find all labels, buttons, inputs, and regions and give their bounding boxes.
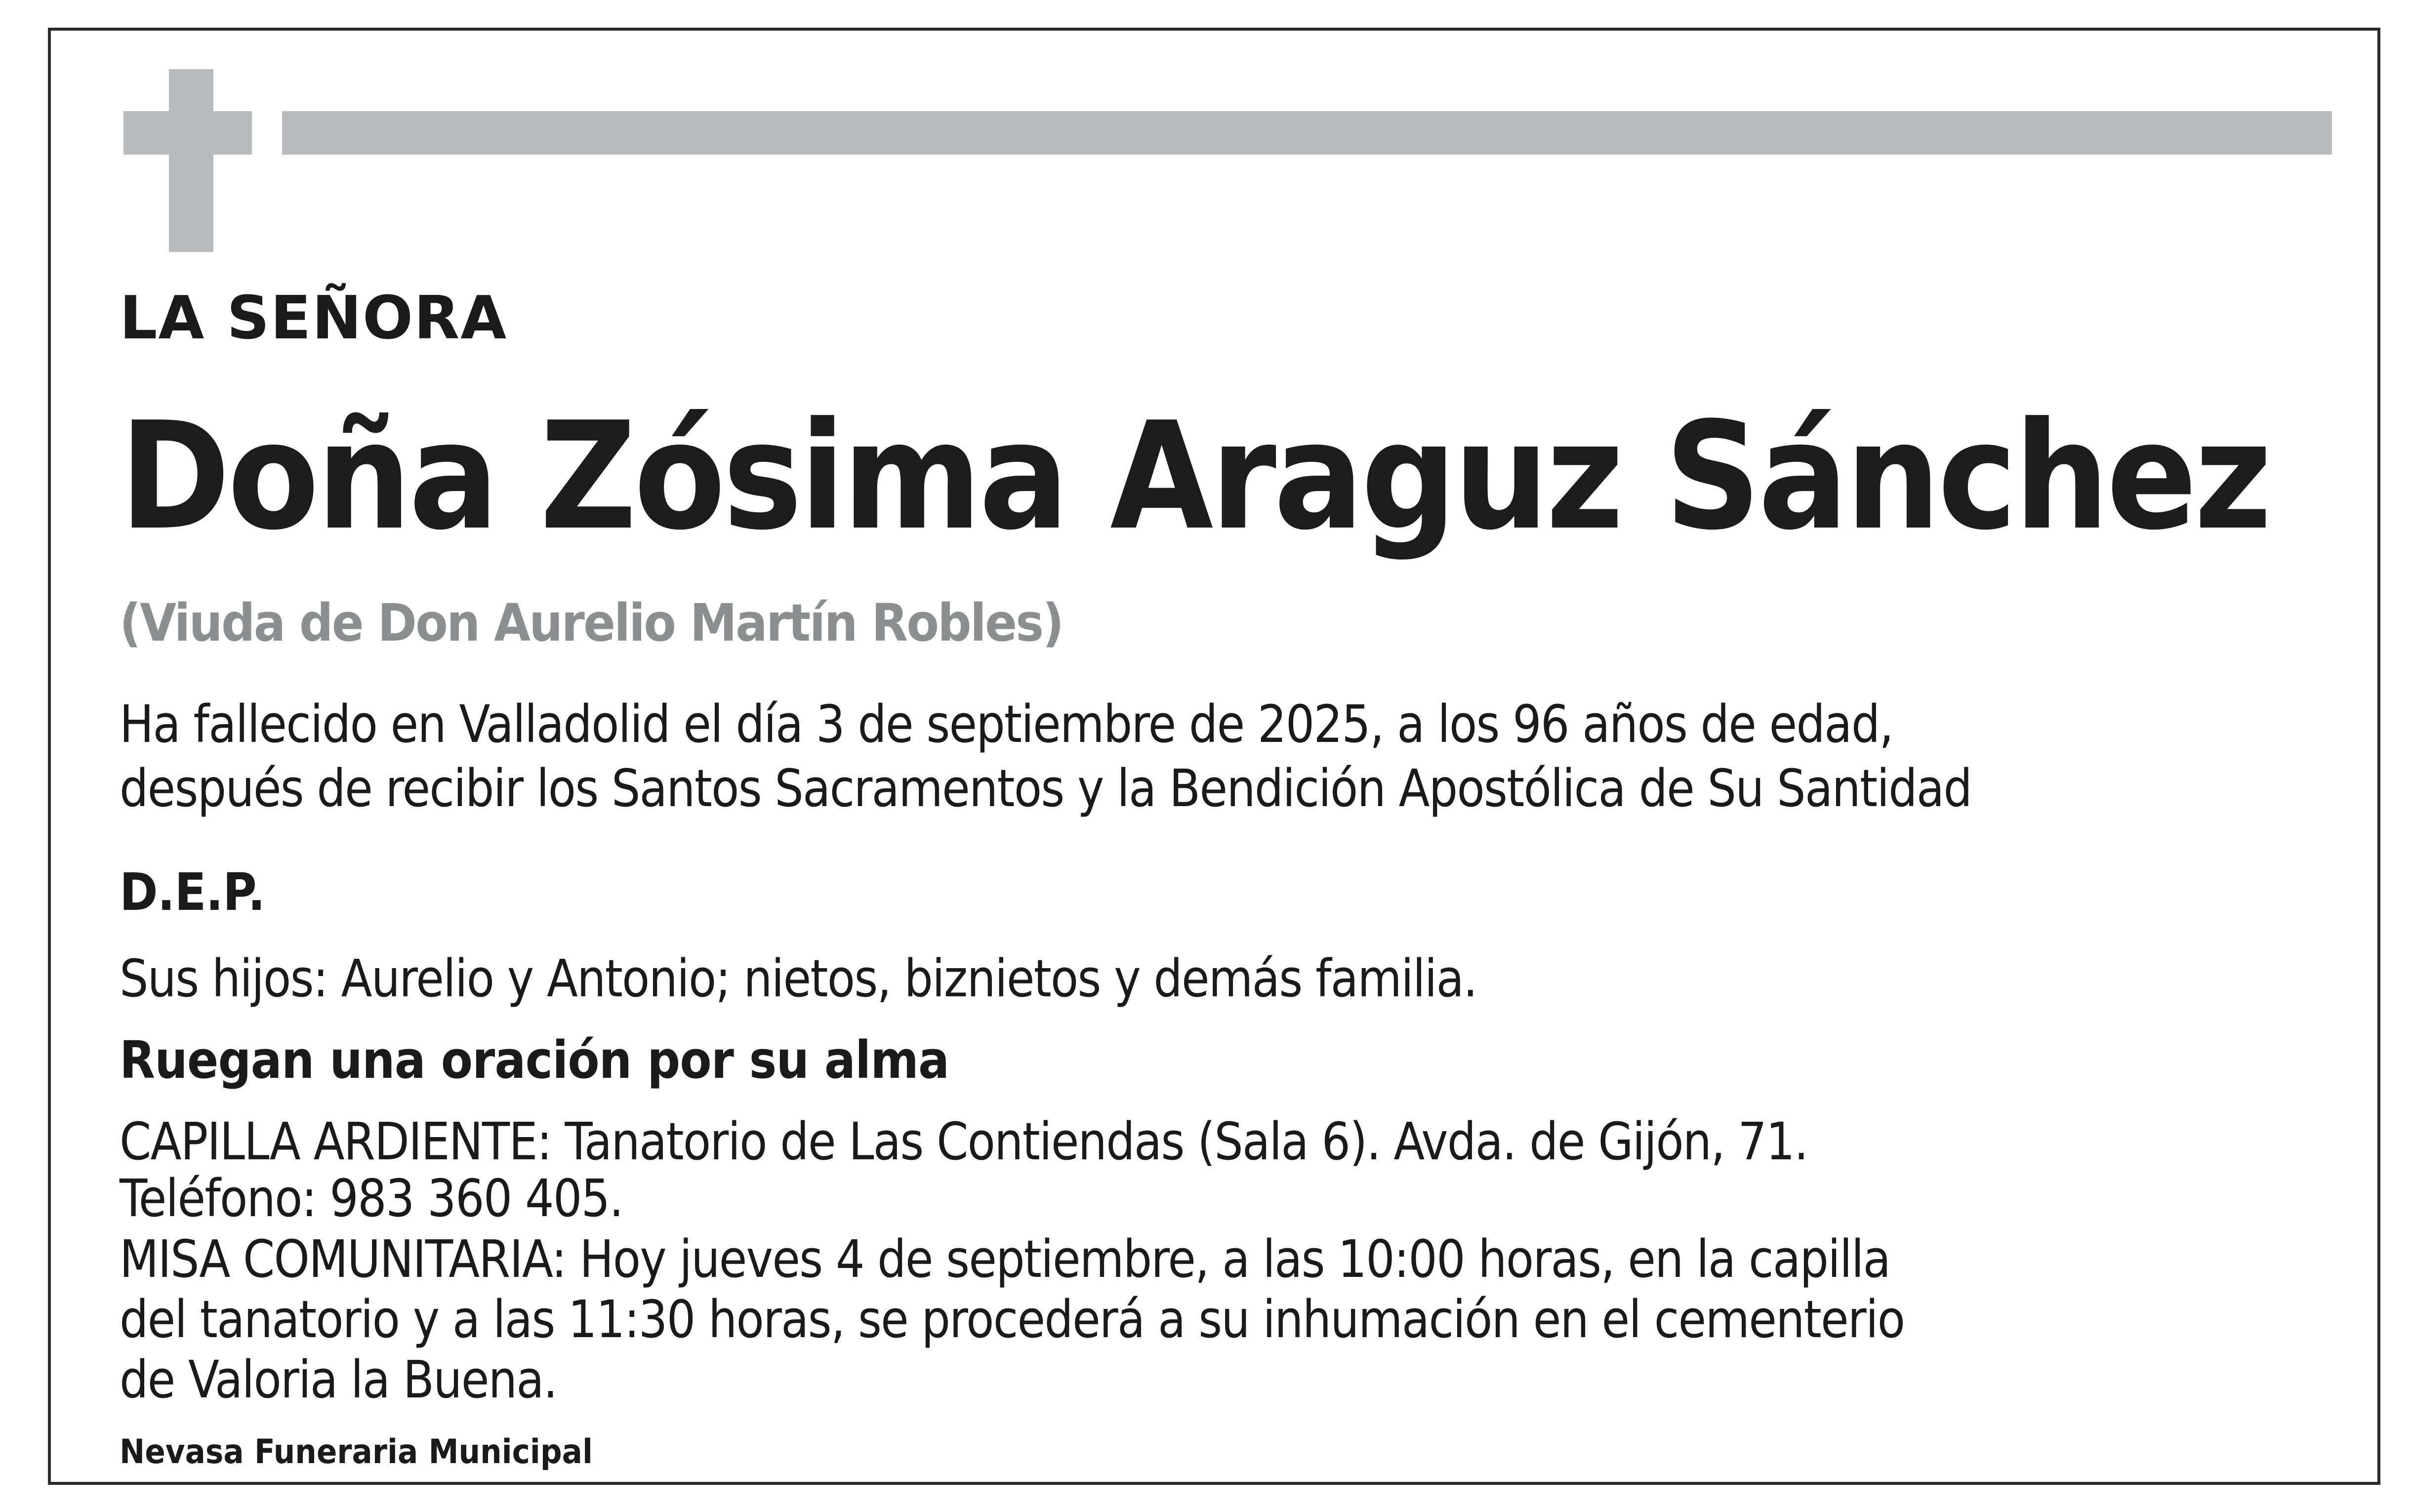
cross-vertical-bar xyxy=(169,69,213,252)
announcement-line: Ha fallecido en Valladolid el día 3 de septiembre de 2025, a los 96 años de edad, xyxy=(120,694,1893,754)
honorific: LA SEÑORA xyxy=(120,284,508,353)
family-line: Sus hijos: Aurelio y Antonio; nietos, biznietos y demás familia. xyxy=(120,948,1477,1009)
funeral-home-name: Nevasa Funeraria Municipal xyxy=(120,1432,593,1471)
header-rule xyxy=(282,111,2332,155)
info-line: CAPILLA ARDIENTE: Tanatorio de Las Contiendas (Sala 6). Avda. de Gijón, 71. xyxy=(120,1111,1808,1172)
dep-label: D.E.P. xyxy=(120,862,265,922)
info-line: de Valoria la Buena. xyxy=(120,1349,557,1410)
prayer-line: Ruegan una oración por su alma xyxy=(120,1030,949,1090)
widow-subtitle: (Viuda de Don Aurelio Martín Robles) xyxy=(120,593,1063,653)
cross-horizontal-bar xyxy=(123,111,252,155)
announcement-line: después de recibir los Santos Sacramentos y la Bendición Apostólica de Su Santidad xyxy=(120,758,1972,818)
info-line: Teléfono: 983 360 405. xyxy=(120,1168,623,1228)
info-line: MISA COMUNITARIA: Hoy jueves 4 de septiembre, a las 10:00 horas, en la capilla xyxy=(120,1229,1890,1289)
info-line: del tanatorio y a las 11:30 horas, se procederá a su inhumación en el cementerio xyxy=(120,1289,1905,1349)
deceased-name: Doña Zósima Araguz Sánchez xyxy=(120,390,2270,563)
